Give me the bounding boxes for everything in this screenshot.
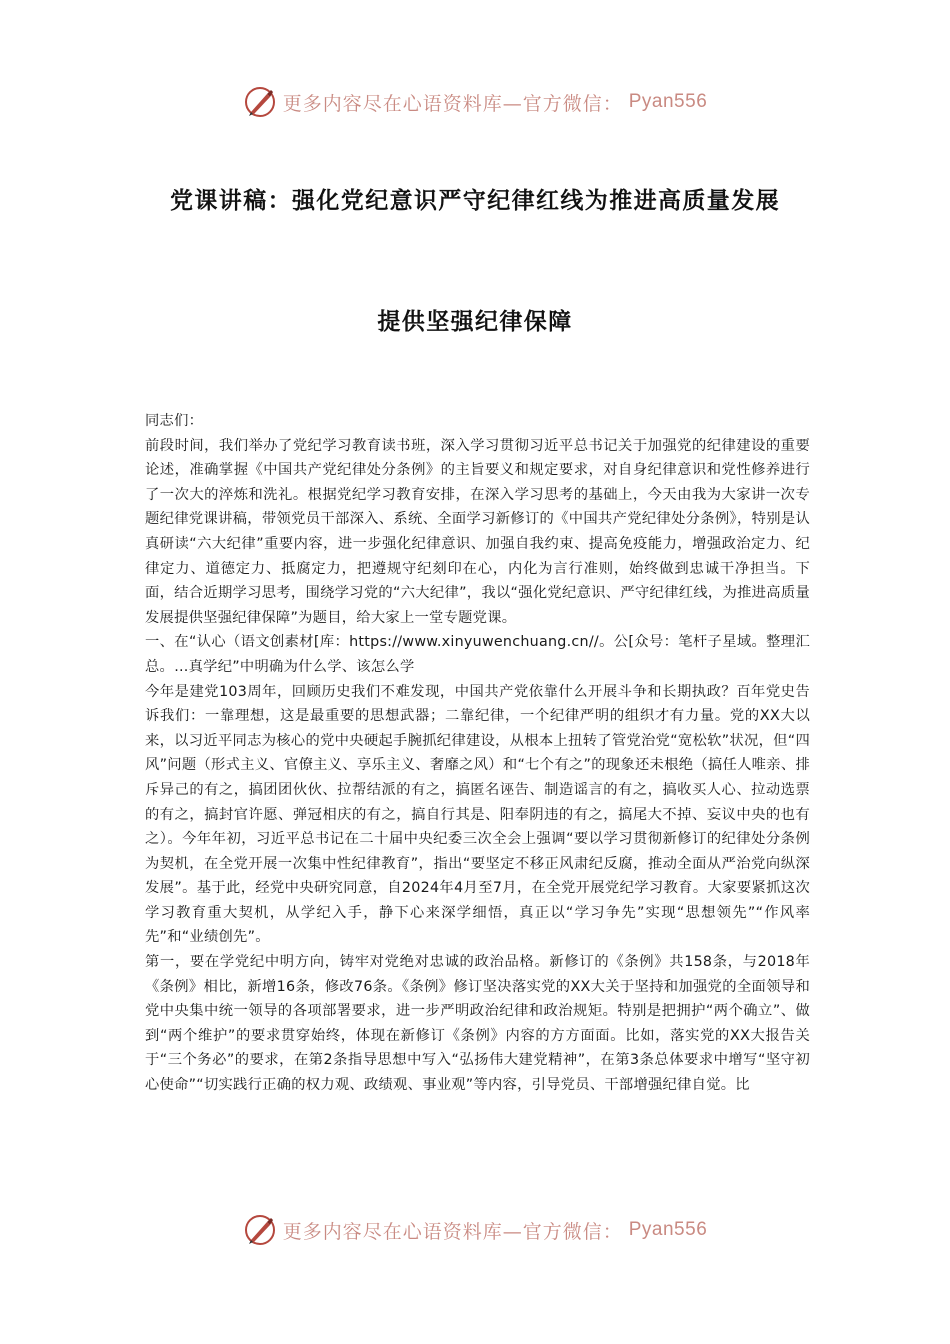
document-title-line-2: 提供坚强纪律保障 xyxy=(377,309,573,335)
footer-watermark-banner xyxy=(0,1210,950,1250)
body-paragraph: 第一，要在学党纪中明方向，铸牢对党绝对忠诚的政治品格。新修订的《条例》共158条，与2018年《条例》相比，新增16条，修改76条。《条例》修订坚决落实党的XX大关于坚持和加强党的全面领导和党中央集中统一领导的各项部署要求，进一步严明政治纪律和政治规矩。特别是把拥护“两个确立”、做到“两个维护”的要求贯穿始终，体现在新修订《条例》内容的方方面面。比如，落实党的XX大报告关于“三个务必”的要求，在第2条指导思想中写入“弘扬伟大建党精神”，在第3条总体要求中增写“坚守初心使命”“切实践行正确的权力观、政绩观、事业观”等内容，引导党员、干部增强纪律自觉。比 xyxy=(145,954,810,1094)
wechat-id: Pyan556 xyxy=(628,1219,708,1240)
banner-text: 更多内容尽在心语资料库—官方微信： xyxy=(282,1220,623,1243)
salutation: 同志们： xyxy=(145,413,204,429)
document-body xyxy=(145,409,810,1098)
body-paragraph: 今年是建党103周年，回顾历史我们不难发现，中国共产党依靠什么开展斗争和长期执政？百年党史告诉我们：一靠理想，这是最重要的思想武器；二靠纪律，一个纪律严明的组织才有力量。党的XX大以来，以习近平同志为核心的党中央硬起手腕抓纪律建设，从根本上扭转了管党治党“宽松软”状况，但“四风”问题（形式主义、官僚主义、享乐主义、奢靡之风）和“七个有之”的现象还未根绝（搞任人唯亲、排斥异己的有之，搞团团伙伙、拉帮结派的有之，搞匿名诬告、制造谣言的有之，搞收买人心、拉动选票的有之，搞封官许愿、弹冠相庆的有之，搞自行其是、阳奉阴违的有之，搞尾大不掉、妄议中央的也有之）。今年年初，习近平总书记在二十届中央纪委三次全会上强调“要以学习贯彻新修订的纪律处分条例为契机，在全党开展一次集中性纪律教育”，指出“要坚定不移正风肃纪反腐，推动全面从严治党向纵深发展”。基于此，经党中央研究同意，自2024年4月至7月，在全党开展党纪学习教育。大家要紧抓这次学习教育重大契机，从学纪入手，静下心来深学细悟，真正以“学习争先”实现“思想领先”“作风率先”和“业绩创先”。 xyxy=(145,683,810,946)
banner-text: 更多内容尽在心语资料库—官方微信： xyxy=(282,92,623,115)
header-watermark-banner xyxy=(0,82,950,122)
pen-logo-icon xyxy=(243,1213,277,1247)
pen-logo-icon xyxy=(243,85,277,119)
document-title-line-1: 党课讲稿：强化党纪意识严守纪律红线为推进高质量发展 xyxy=(170,188,780,214)
body-paragraph: 前段时间，我们举办了党纪学习教育读书班，深入学习贯彻习近平总书记关于加强党的纪律建设的重要论述，准确掌握《中国共产党纪律处分条例》的主旨要义和规定要求，对自身纪律意识和党性修养进行了一次大的淬炼和洗礼。根据党纪学习教育安排，在深入学习思考的基础上，今天由我为大家讲一次专题纪律党课讲稿，带领党员干部深入、系统、全面学习新修订的《中国共产党纪律处分条例》，特别是认真研读“六大纪律”重要内容，进一步强化纪律意识、加强自我约束、提高免疫能力，增强政治定力、纪律定力、道德定力、抵腐定力，把遵规守纪刻印在心，内化为言行准则，始终做到忠诚干净担当。下面，结合近期学习思考，围绕学习党的“六大纪律”，我以“强化党纪意识、严守纪律红线，为推进高质量发展提供坚强纪律保障”为题目，给大家上一堂专题党课。 xyxy=(145,437,810,626)
wechat-id: Pyan556 xyxy=(628,91,708,112)
section-heading: 一、在“认心（语文创素材[库：https://www.xinyuwenchuang.cn//。公[众号：笔杆子星域。整理汇总。…真学纪”中明确为什么学、该怎么学 xyxy=(145,634,810,675)
